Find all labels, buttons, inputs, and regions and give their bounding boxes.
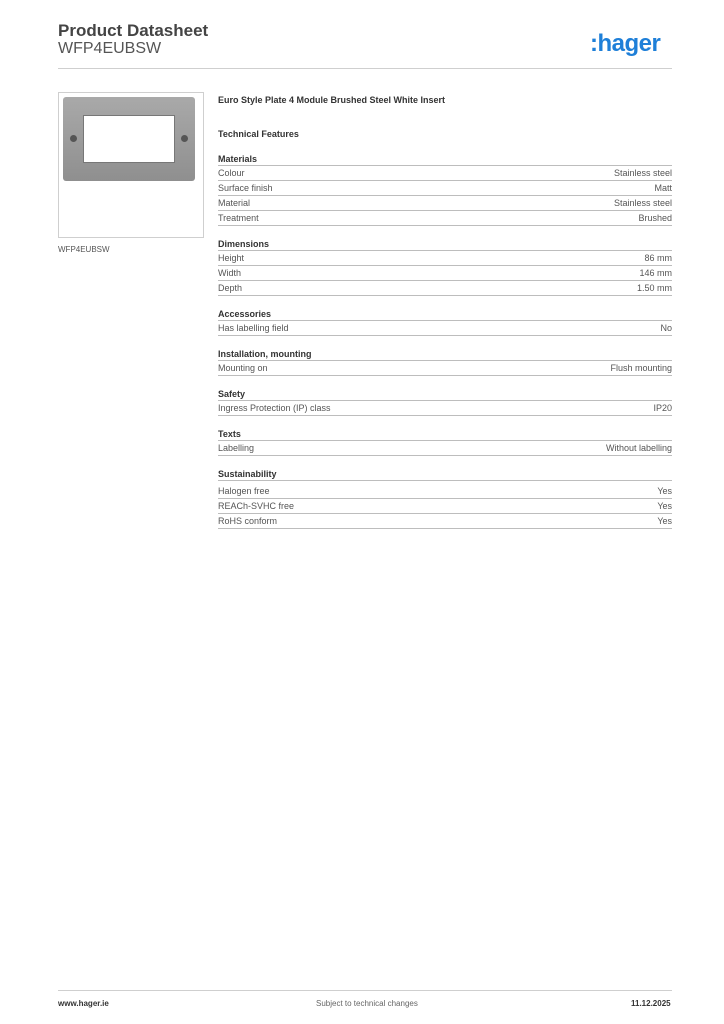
spec-row [218, 484, 672, 499]
spec-row [218, 281, 672, 296]
spec-row [218, 321, 672, 336]
header-divider [58, 68, 672, 69]
spec-label: Has labelling field [218, 323, 289, 333]
spec-row [218, 181, 672, 196]
footer-date: 11.12.2025 [631, 999, 671, 1008]
spec-value: Brushed [638, 213, 672, 223]
spec-value: IP20 [653, 403, 672, 413]
footer-website-link[interactable]: www.hager.ie [58, 999, 109, 1008]
technical-features-heading: Technical Features [218, 129, 299, 139]
spec-row [218, 166, 672, 181]
spec-row [218, 266, 672, 281]
spec-value: No [660, 323, 672, 333]
spec-label: Surface finish [218, 183, 273, 193]
section-heading: Materials [218, 153, 672, 166]
spec-label: Labelling [218, 443, 255, 453]
spec-row [218, 499, 672, 514]
spec-label: Mounting on [218, 363, 268, 373]
spec-label: Material [218, 198, 251, 208]
spec-row [218, 251, 672, 266]
spec-row [218, 361, 672, 376]
section-heading: Safety [218, 388, 672, 401]
spec-value: 86 mm [644, 253, 672, 263]
plate-insert [83, 115, 175, 163]
page-title: Product Datasheet [58, 21, 209, 40]
spec-row [218, 401, 672, 416]
spec-row [218, 196, 672, 211]
spec-label: Colour [218, 168, 245, 178]
section-heading: Dimensions [218, 238, 672, 251]
spec-label: Height [218, 253, 245, 263]
spec-label: Treatment [218, 213, 259, 223]
spec-value: Stainless steel [613, 168, 672, 178]
spec-value: Yes [657, 486, 672, 496]
spec-label: Ingress Protection (IP) class [218, 403, 331, 413]
spec-value: Yes [657, 501, 672, 511]
screw-icon [181, 135, 188, 142]
image-caption: WFP4EUBSW [58, 245, 110, 254]
spec-label: RoHS conform [218, 516, 278, 526]
product-image [58, 92, 204, 238]
product-code: WFP4EUBSW [58, 40, 162, 57]
spec-label: Width [218, 268, 242, 278]
spec-value: Matt [654, 183, 672, 193]
spec-row [218, 211, 672, 226]
section-heading: Accessories [218, 308, 672, 321]
spec-value: Flush mounting [610, 363, 672, 373]
footer-divider [58, 990, 672, 991]
spec-value: Yes [657, 516, 672, 526]
spec-row [218, 514, 672, 529]
spec-value: 146 mm [639, 268, 672, 278]
hager-logo: :hager [590, 30, 661, 57]
spec-label: Halogen free [218, 486, 270, 496]
spec-label: REACh-SVHC free [218, 501, 295, 511]
spec-value: Stainless steel [613, 198, 672, 208]
section-heading: Texts [218, 428, 672, 441]
spec-row [218, 441, 672, 456]
spec-content [218, 95, 672, 529]
section-heading: Sustainability [218, 468, 672, 481]
spec-value: Without labelling [605, 443, 672, 453]
screw-icon [70, 135, 77, 142]
section-heading: Installation, mounting [218, 348, 672, 361]
footer-notice: Subject to technical changes [316, 999, 418, 1008]
plate-illustration [63, 97, 195, 181]
spec-label: Depth [218, 283, 243, 293]
spec-value: 1.50 mm [636, 283, 672, 293]
product-name: Euro Style Plate 4 Module Brushed Steel White Insert [218, 95, 446, 105]
